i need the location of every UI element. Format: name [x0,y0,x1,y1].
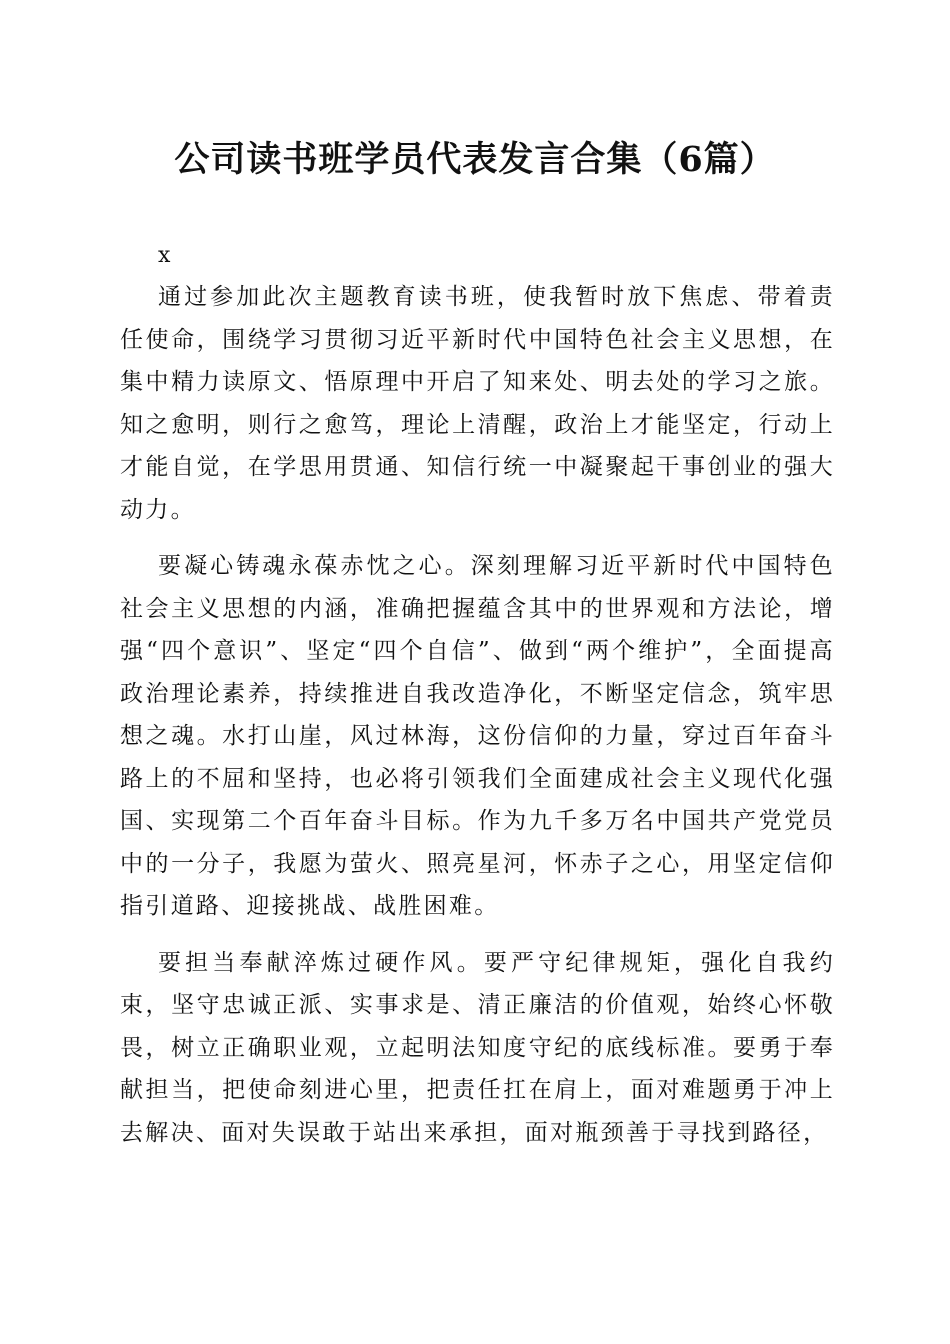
document-title: 公司读书班学员代表发言合集（6篇） [174,139,776,180]
document-body [120,236,835,1168]
paragraph-1: 通过参加此次主题教育读书班，使我暂时放下焦虑、带着责任使命，围绕学习贯彻习近平新时代中国特色社会主义思想，在集中精力读原文、悟原理中开启了知来处、明去处的学习之旅。知之愈明，则行之愈笃，理论上清醒，政治上才能坚定，行动上才能自觉，在学思用贯通、知信行统一中凝聚起干事创业的强大动力。 [120,284,835,523]
paragraph-2: 要凝心铸魂永葆赤忱之心。深刻理解习近平新时代中国特色社会主义思想的内涵，准确把握蕴含其中的世界观和方法论，增强“四个意识”、坚定“四个自信”、做到“两个维护”，全面提高政治理论素养，持续推进自我改造净化，不断坚定信念，筑牢思想之魂。水打山崖，风过林海，这份信仰的力量，穿过百年奋斗路上的不屈和坚持，也必将引领我们全面建成社会主义现代化强国、实现第二个百年奋斗目标。作为九千多万名中国共产党党员中的一分子，我愿为萤火、照亮星河，怀赤子之心，用坚定信仰指引道路、迎接挑战、战胜困难。 [120,553,835,919]
paragraph-3: 要担当奉献淬炼过硬作风。要严守纪律规矩，强化自我约束，坚守忠诚正派、实事求是、清正廉洁的价值观，始终心怀敬畏，树立正确职业观，立起明法知度守纪的底线标准。要勇于奉献担当，把使命刻进心里，把责任扛在肩上，面对难题勇于冲上去解决、面对失误敢于站出来承担，面对瓶颈善于寻找到路径， [120,949,835,1146]
section-marker: x [158,243,171,268]
